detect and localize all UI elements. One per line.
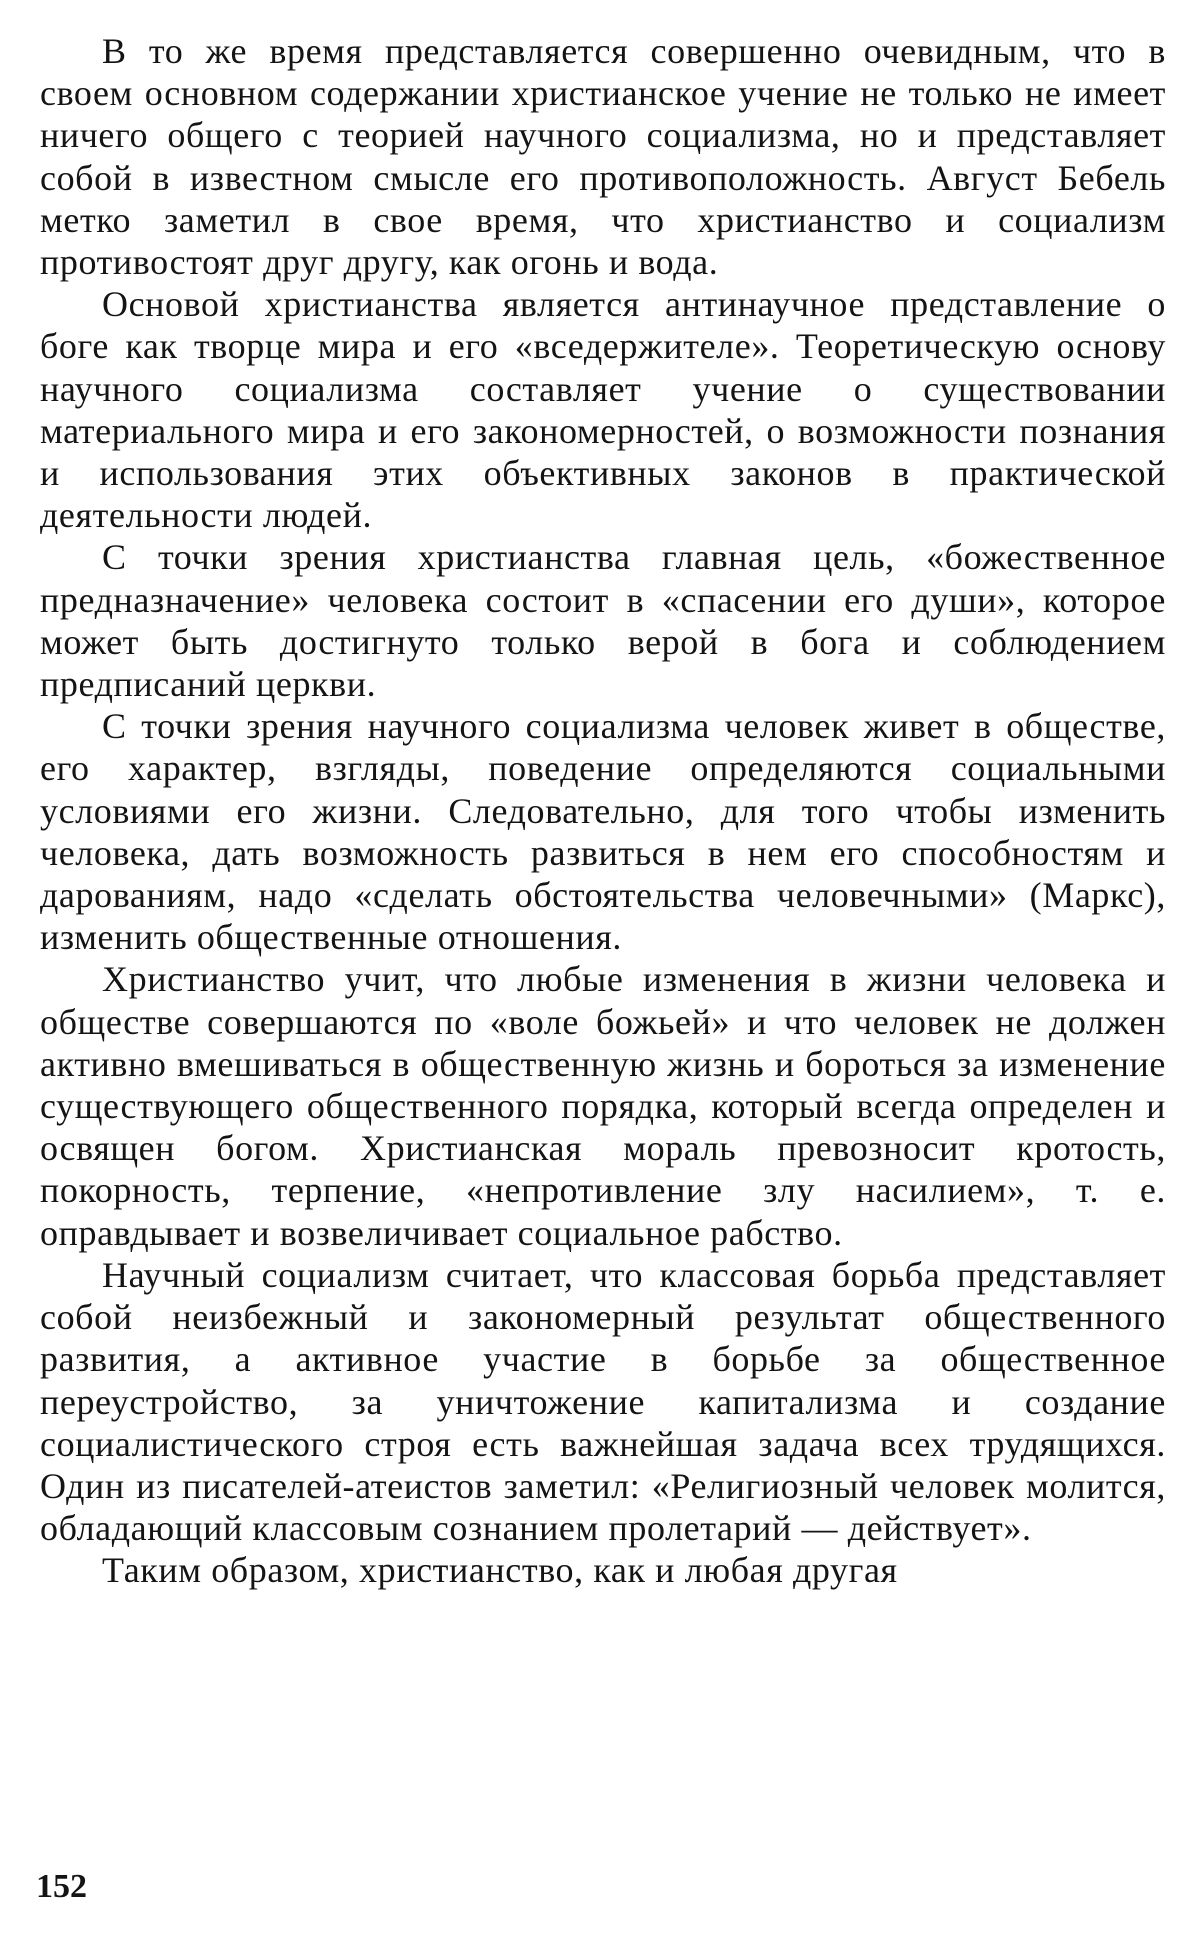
paragraph-5: Христианство учит, что любые изменения в жизни человека и обществе совершаются по «воле божьей» и что человек не должен активно вмешиваться в общественную жизнь и бороться за изменение существующего общественного порядка, который всегда определен и освящен богом. Христианская мораль превозносит кротость, покорность, терпение, «непротивление злу насилием», т. е. оправдывает и возвеличивает социальное рабство.	[40, 959, 1166, 1253]
paragraph-7: Таким образом, христианство, как и любая другая	[102, 1550, 898, 1591]
paragraph-3: С точки зрения христианства главная цель, «божественное предназначение» человека состоит в «спасении его души», которое может быть достигнуто только верой в бога и соблюдением предписаний церкви.	[40, 537, 1166, 705]
paragraph-6: Научный социализм считает, что классовая борьба представляет собой неизбежный и закономерный результат общественного развития, а активное участие в борьбе за общественное переустройство, за уничтожение капитализма и создание социалистического строя есть важнейшая задача всех трудящихся. Один из писателей-атеистов заметил: «Религиозный человек молится, обладающий классовым сознанием пролетарий — действует».	[40, 1254, 1166, 1549]
paragraph-4: С точки зрения научного социализма человек живет в обществе, его характер, взгляды, поведение определяются социальными условиями его жизни. Следовательно, для того чтобы изменить человека, дать возможность развиться в нем его способностям и дарованиям, надо «сделать обстоятельства человечными» (Маркс), изменить общественные отношения.	[40, 706, 1166, 958]
paragraph-2: Основой христианства является антинаучное представление о боге как творце мира и его «вседержителе». Теоретическую основу научного социализма составляет учение о существовании материального мира и его закономерностей, о возможности познания и использования этих объективных законов в практической деятельности людей.	[40, 284, 1166, 536]
paragraph-1: В то же время представляется совершенно очевидным, что в своем основном содержании христианское учение не только не имеет ничего общего с теорией научного социализма, но и представляет собой в известном смысле его противоположность. Август Бебель метко заметил в свое время, что христианство и социализм противостоят друг другу, как огонь и вода.	[40, 31, 1166, 283]
body-text	[40, 30, 1166, 1592]
page-number: 152	[36, 1868, 87, 1905]
